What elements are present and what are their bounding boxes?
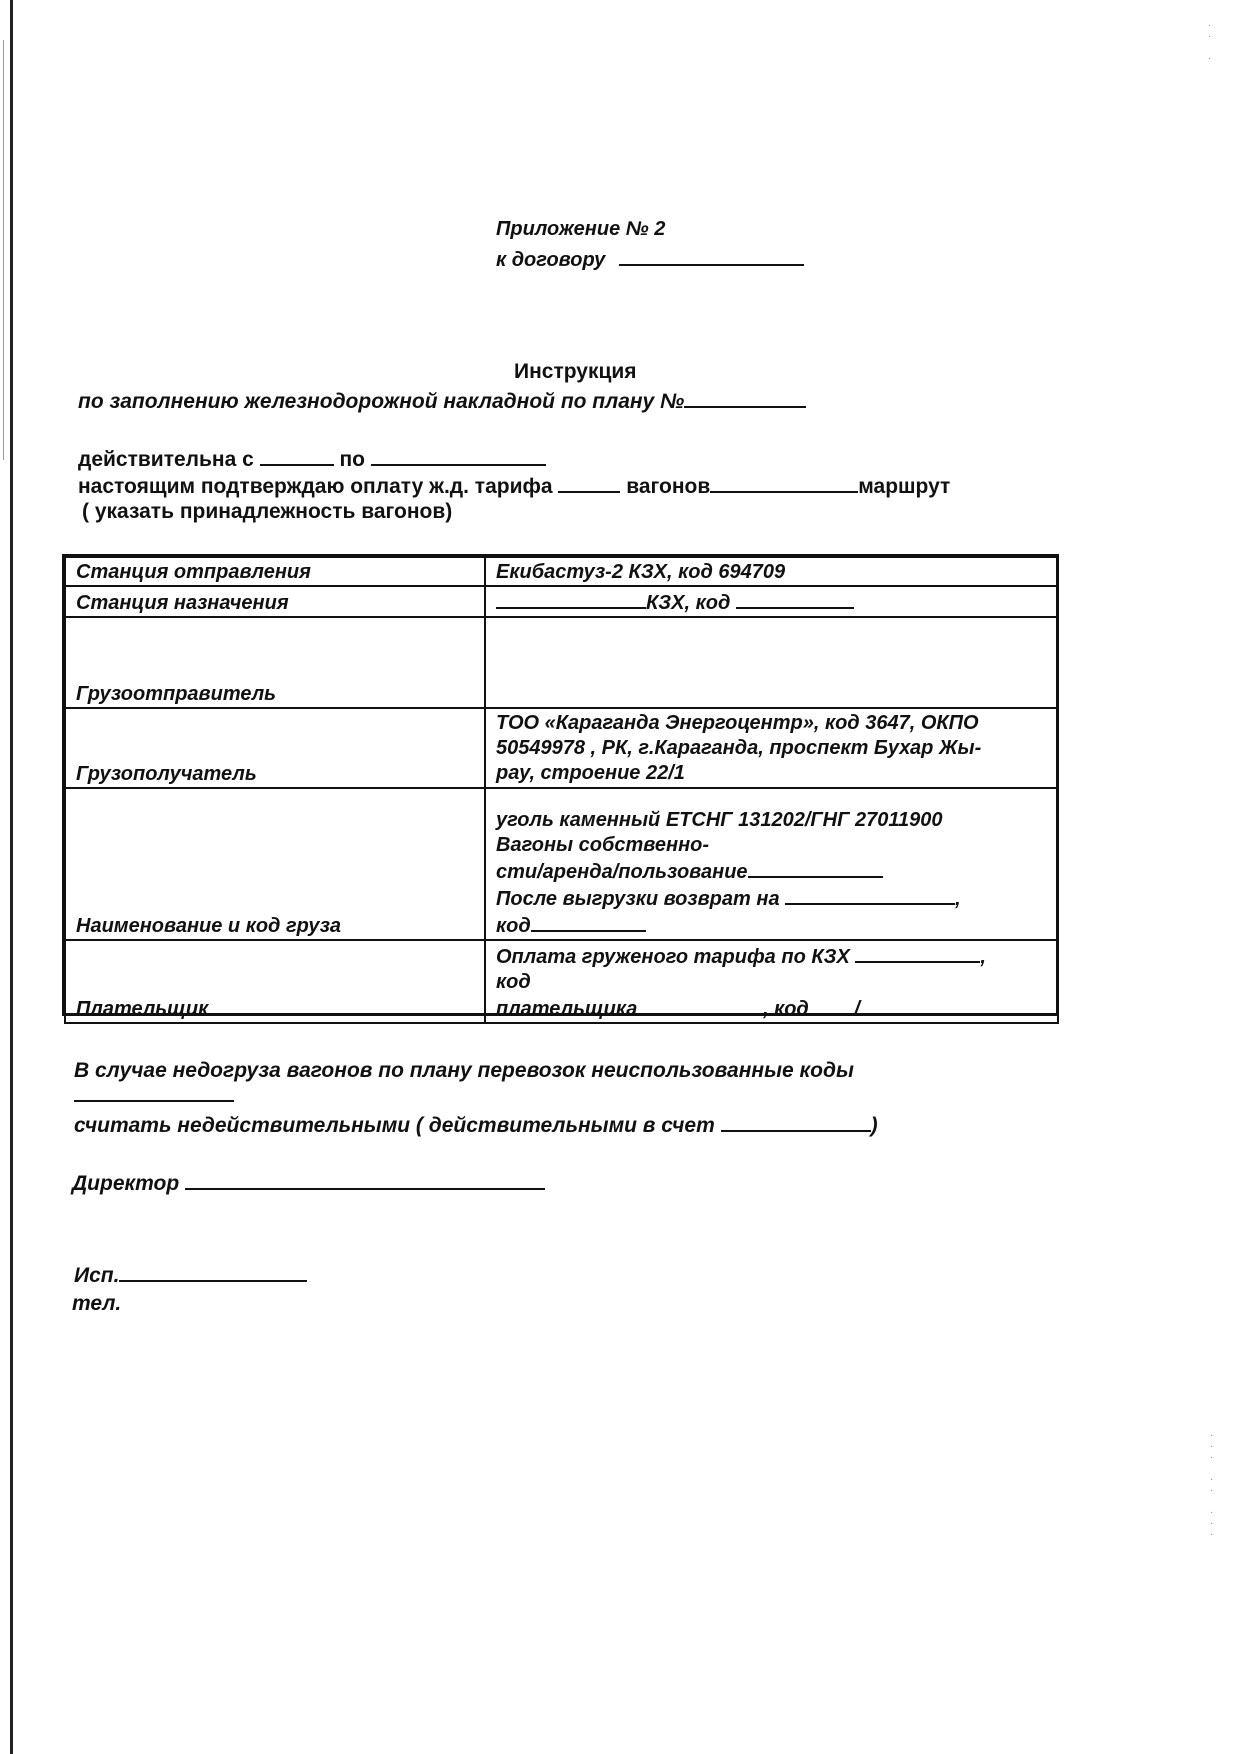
director-label: Директор	[72, 1172, 180, 1195]
valid-to-label: по	[339, 448, 365, 471]
phone-label: тел.	[72, 1292, 122, 1315]
wagon-ownership-blank	[748, 858, 883, 878]
contract-number-blank	[619, 246, 804, 266]
row-value: Екибастуз-2 КЗХ, код 694709	[485, 557, 1058, 586]
destination-station-blank	[496, 589, 646, 609]
underload-note-rule	[74, 1100, 234, 1102]
cargo-line: уголь каменный ЕТСНГ 131202/ГНГ 27011900	[496, 809, 943, 831]
tariff-confirm-line	[78, 473, 950, 499]
destination-code-text: КЗХ, код	[646, 592, 731, 614]
executor-blank	[119, 1262, 307, 1282]
payment-text: Оплата груженого тарифа по КЗХ	[496, 946, 850, 968]
row-value	[485, 586, 1058, 617]
tariff-confirm-text: настоящим подтверждаю оплату ж.д. тарифа	[78, 475, 553, 498]
consignee-line: рау, строение 22/1	[496, 762, 685, 784]
payer-code-blank	[814, 995, 854, 1015]
plan-number-blank	[684, 388, 806, 408]
payer-line: Оплата груженого тарифа по КЗХ ,	[496, 943, 1047, 970]
executor-line	[74, 1262, 307, 1288]
row-label: Станция отправления	[65, 557, 485, 586]
row-label: Плательщик	[65, 940, 485, 1023]
row-label: Наименование и код груза	[65, 788, 485, 940]
row-label: Грузополучатель	[65, 708, 485, 788]
scan-edge-mark-faint	[3, 40, 4, 460]
table-row	[65, 557, 1058, 586]
underload-note-line2	[74, 1112, 878, 1138]
cargo-line: После выгрузки возврат на ,	[496, 885, 1047, 912]
contract-prefix: к договору	[496, 249, 606, 271]
payer-line: код	[496, 971, 531, 993]
payer-line	[496, 995, 1047, 1022]
return-code-blank	[531, 912, 646, 932]
row-value	[485, 788, 1058, 940]
executor-label: Исп.	[74, 1264, 120, 1287]
scan-noise: · · ·	[1208, 20, 1215, 64]
validity-line	[78, 446, 546, 472]
scan-noise: · · · · · · · ·	[1210, 1430, 1217, 1540]
note-line2-text: считать недействительными ( действительными в счет	[74, 1114, 715, 1137]
valid-from-label: действительна с	[78, 448, 254, 471]
valid-from-blank	[260, 446, 334, 466]
document-heading: Инструкция	[514, 360, 637, 383]
payer-code-text: плательщика	[496, 998, 638, 1020]
return-text: После выгрузки возврат на	[496, 888, 780, 910]
cargo-line: Вагоны собственно-	[496, 834, 710, 856]
consignee-line: 50549978 , РК, г.Караганда, проспект Бухар Жы-	[496, 737, 982, 759]
document-subheading	[78, 388, 806, 414]
route-label: маршрут	[858, 475, 951, 498]
row-value	[485, 940, 1058, 1023]
appendix-title: Приложение № 2	[496, 218, 666, 240]
cargo-line	[496, 858, 1047, 885]
consignee-line: ТОО «Караганда Энергоцентр», код 3647, ОКПО	[496, 712, 979, 734]
row-label: Грузоотправитель	[65, 617, 485, 708]
account-blank	[721, 1112, 871, 1132]
wagons-label: вагонов	[626, 475, 711, 498]
table-row	[65, 586, 1058, 617]
table-row	[65, 617, 1058, 708]
payment-blank	[855, 943, 980, 963]
return-blank	[785, 885, 955, 905]
subheading-text: по заполнению железнодорожной накладной по плану №	[78, 390, 685, 413]
table-row	[65, 708, 1058, 788]
destination-code-blank	[736, 589, 854, 609]
underload-note-line1: В случае недогруза вагонов по плану перевозок неиспользованные коды	[74, 1059, 854, 1082]
director-line	[72, 1170, 545, 1196]
wagon-ownership-text: сти/аренда/пользование	[496, 861, 748, 883]
payer-code-label: , код	[762, 998, 809, 1020]
scan-edge-mark	[10, 0, 13, 1754]
table-row	[65, 788, 1058, 940]
return-code-text: код	[496, 915, 531, 937]
valid-to-blank	[371, 446, 546, 466]
payer-blank	[643, 995, 763, 1015]
row-value	[485, 708, 1058, 788]
ownership-note: ( указать принадлежность вагонов)	[82, 500, 453, 523]
row-value	[485, 617, 1058, 708]
table-row	[65, 940, 1058, 1023]
payer-code-blank-2	[860, 995, 995, 1015]
wagons-blank	[710, 473, 858, 493]
contract-line	[496, 246, 804, 272]
director-signature-blank	[185, 1170, 545, 1190]
payer-code-separator: /	[854, 998, 860, 1020]
cargo-line	[496, 912, 1047, 939]
tariff-blank	[558, 473, 620, 493]
row-label: Станция назначения	[65, 586, 485, 617]
waybill-instruction-table	[64, 556, 1059, 1024]
note-close: )	[870, 1114, 878, 1137]
